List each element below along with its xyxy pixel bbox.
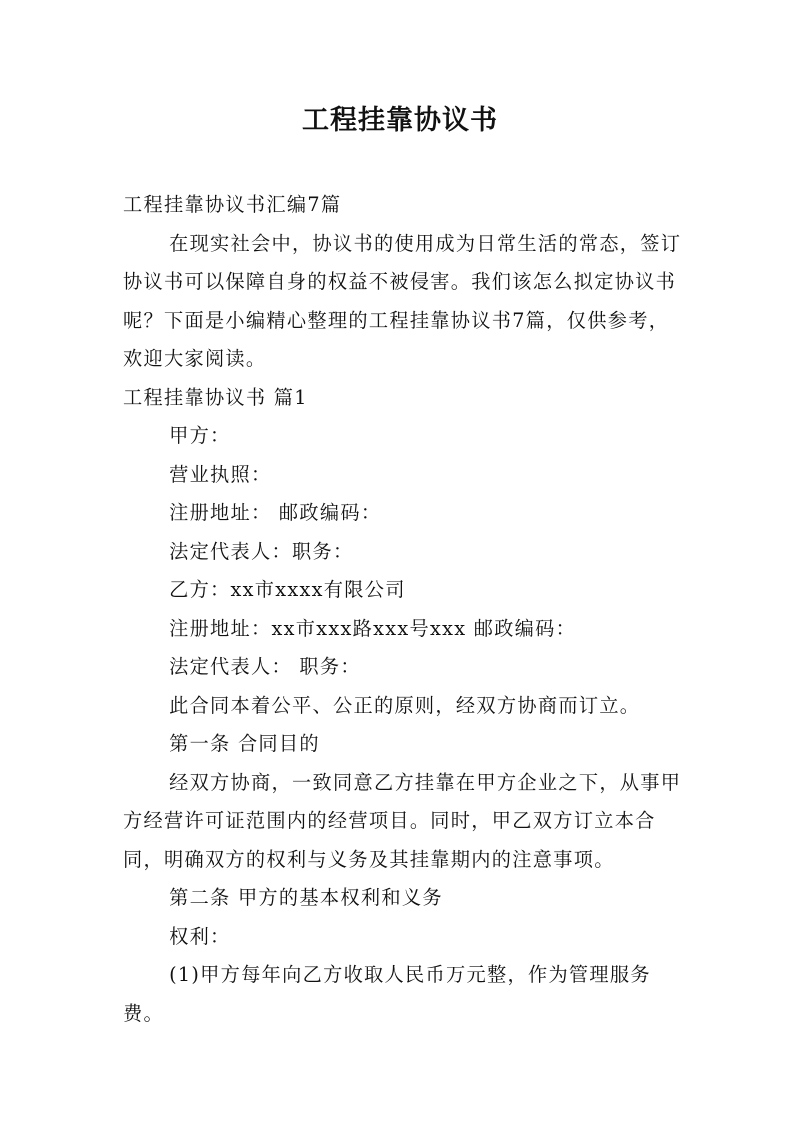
article1-text: 经双方协商，一致同意乙方挂靠在甲方企业之下，从事甲方经营许可证范围内的经营项目。同时，甲乙双方订立本合同，明确双方的权利与义务及其挂靠期内的注意事项。 bbox=[123, 770, 682, 871]
party-a-address: 注册地址： 邮政编码： bbox=[169, 501, 382, 524]
article2-heading: 第二条 甲方的基本权利和义务 bbox=[169, 886, 443, 909]
intro-paragraph: 在现实社会中，协议书的使用成为日常生活的常态，签订协议书可以保障自身的权益不被侵害。我们该怎么拟定协议书呢？下面是小编精心整理的工程挂靠协议书7篇，仅供参考，欢迎大家阅读。 bbox=[123, 231, 682, 370]
party-a-label: 甲方： bbox=[169, 424, 231, 447]
section-heading: 工程挂靠协议书 篇1 bbox=[123, 385, 308, 409]
principle-paragraph: 此合同本着公平、公正的原则，经双方协商而订立。 bbox=[169, 693, 641, 717]
party-a-license: 营业执照： bbox=[169, 462, 272, 486]
document-subtitle: 工程挂靠协议书汇编7篇 bbox=[123, 193, 342, 216]
party-b-representative: 法定代表人： 职务： bbox=[169, 655, 361, 678]
document-body bbox=[123, 186, 683, 1033]
article2-rights-label: 权利： bbox=[169, 924, 231, 948]
document-title: 工程挂靠协议书 bbox=[302, 105, 498, 136]
article2-item1: (1)甲方每年向乙方收取人民币万元整，作为管理服务费。 bbox=[123, 963, 651, 1025]
party-b-label: 乙方：xx市xxxx有限公司 bbox=[169, 578, 406, 601]
article1-heading: 第一条 合同目的 bbox=[169, 732, 320, 755]
party-a-representative: 法定代表人：职务： bbox=[169, 539, 354, 563]
party-b-address: 注册地址：xx市xxx路xxx号xxx 邮政编码： bbox=[169, 616, 577, 640]
